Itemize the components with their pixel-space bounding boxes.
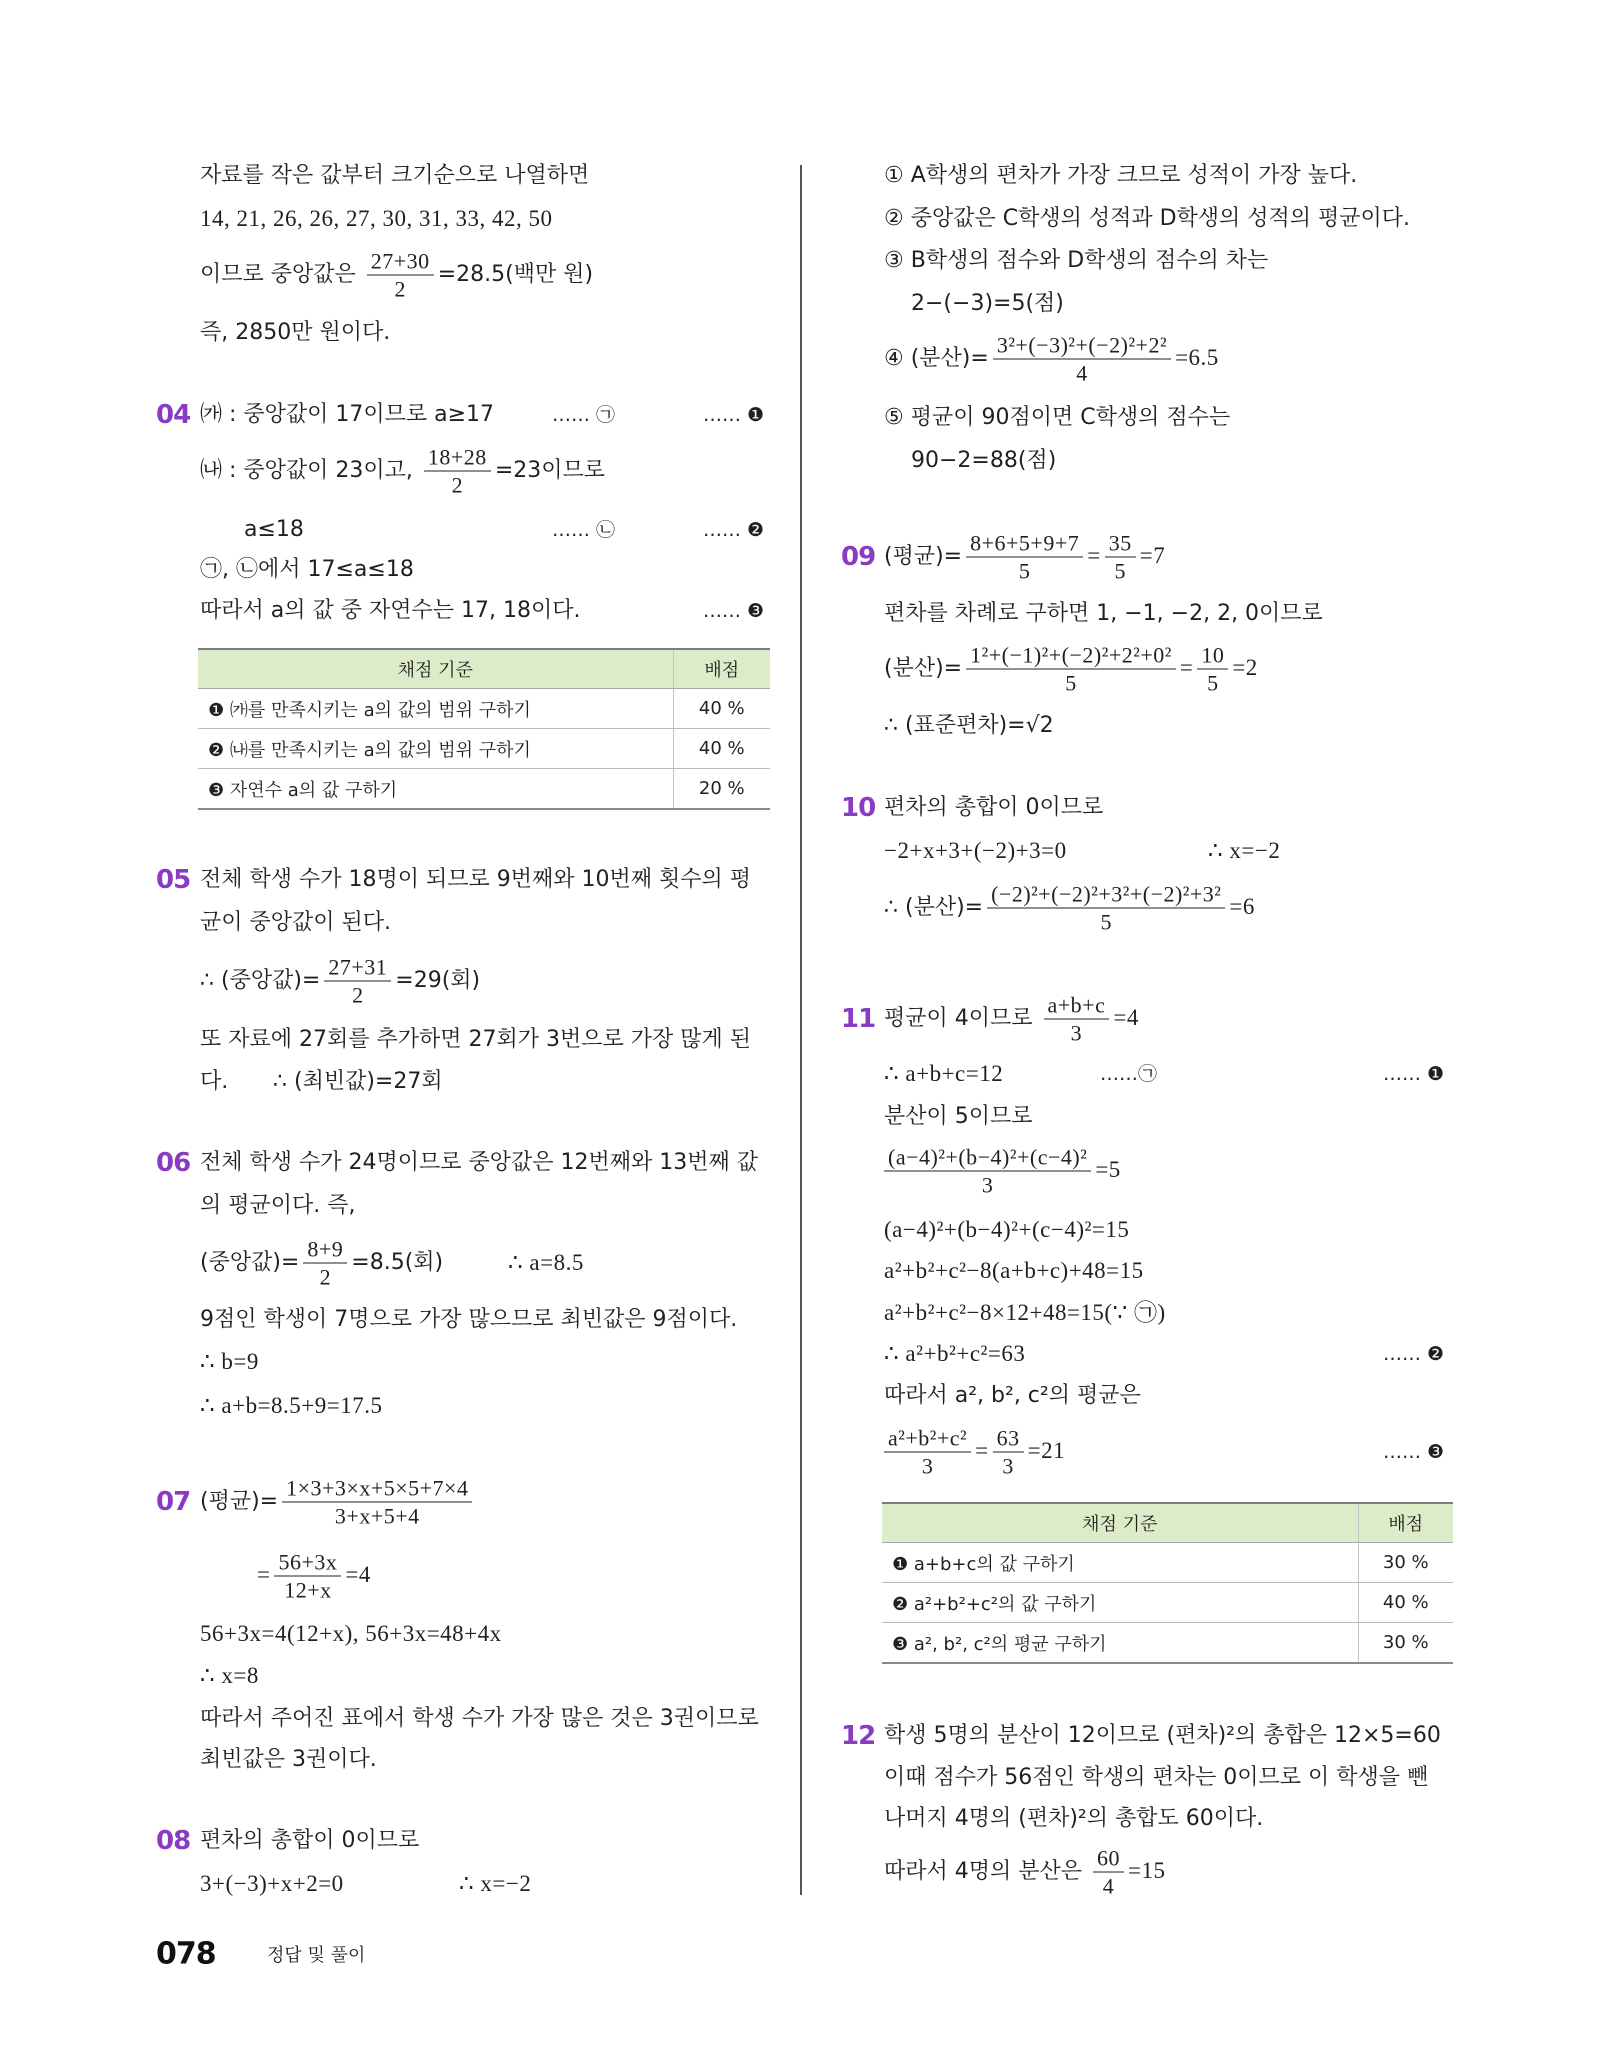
header-points: 배점 (1358, 1503, 1453, 1543)
fraction-denominator: 4 (1102, 1873, 1115, 1899)
fraction-denominator: 2 (394, 276, 406, 302)
fraction (993, 332, 1171, 387)
text-segment: =6.5 (1175, 345, 1219, 370)
s04-line-5: 따라서 a의 값 중 자연수는 17, 18이다. (200, 598, 581, 623)
text-segment: = (975, 1438, 989, 1463)
s03-line-1: 자료를 작은 값부터 크기순으로 나열하면 (200, 163, 590, 188)
text-segment: =4 (1113, 1005, 1139, 1030)
s05-line-4: 또 자료에 27회를 추가하면 27회가 3번으로 가장 많게 된 (200, 1027, 751, 1052)
reference-marker: …… ㉠ (552, 404, 616, 426)
s08-option-4 (884, 332, 1219, 387)
s10-line-2-conclusion: ∴ x=−2 (1208, 838, 1281, 863)
fraction-denominator: 3+x+5+4 (334, 1503, 420, 1529)
fraction (1044, 992, 1110, 1047)
table-header-row (882, 1503, 1453, 1543)
s12-line-1: 학생 5명의 분산이 12이므로 (편차)²의 총합은 12×5=60 (884, 1723, 1441, 1748)
fraction-numerator: 3²+(−3)²+(−2)²+2² (993, 332, 1171, 360)
s04-line-4: ㉠, ㉡에서 17≤a≤18 (200, 557, 414, 582)
text-segment: 평균이 4이므로 (884, 1006, 1040, 1031)
table-row (882, 1543, 1453, 1583)
fraction (424, 444, 491, 499)
s03-line-4: 즉, 2850만 원이다. (200, 320, 391, 345)
text-segment: ∴ (분산)= (884, 895, 984, 920)
fraction-denominator: 2 (352, 982, 364, 1008)
s07-line-4: ∴ x=8 (200, 1663, 259, 1688)
text-segment: 이므로 중앙값은 (200, 262, 363, 287)
points-cell: 40 % (673, 729, 770, 769)
fraction (303, 1236, 347, 1291)
fraction-denominator: 12+x (284, 1577, 332, 1603)
text-segment: =2 (1232, 655, 1258, 680)
fraction-denominator: 5 (1018, 558, 1031, 584)
s11-line-6: a²+b²+c²−8(a+b+c)+48=15 (884, 1258, 1144, 1283)
s04-line-3: a≤18 (244, 517, 304, 542)
fraction-denominator: 3 (1002, 1453, 1014, 1479)
criterion-cell: ❷ a²+b²+c²의 값 구하기 (882, 1583, 1358, 1623)
s11-line-1 (884, 992, 1139, 1047)
problem-number-07: 07 (156, 1487, 191, 1517)
s05-line-3 (200, 954, 480, 1009)
s11-line-2: ∴ a+b+c=12 (884, 1061, 1004, 1086)
s05-line-1: 전체 학생 수가 18명이 되므로 9번째와 10번째 횟수의 평 (200, 867, 751, 892)
problem-number-11: 11 (841, 1004, 876, 1034)
criterion-cell: ❷ ㈏를 만족시키는 a의 값의 범위 구하기 (198, 729, 673, 769)
table-row (198, 769, 770, 810)
points-cell: 30 % (1358, 1543, 1453, 1583)
s08-option-3-calc: 2−(−3)=5(점) (911, 291, 1064, 316)
fraction-numerator: 27+30 (367, 248, 434, 276)
problem-number-09: 09 (841, 542, 876, 572)
s09-line-2: 편차를 차례로 구하면 1, −1, −2, 2, 0이므로 (884, 601, 1323, 626)
s11-line-4 (884, 1144, 1121, 1199)
s10-line-3 (884, 881, 1255, 936)
text-segment: =7 (1139, 543, 1166, 568)
scoring-table-04 (198, 648, 770, 810)
s07-line-3: 56+3x=4(12+x), 56+3x=48+4x (200, 1621, 502, 1646)
text-segment: =28.5(백만 원) (437, 262, 594, 287)
step-marker: …… ❸ (1383, 1441, 1445, 1463)
header-points: 배점 (673, 649, 770, 689)
fraction-denominator: 5 (1207, 670, 1219, 696)
s06-line-3-conclusion: ∴ a=8.5 (508, 1250, 584, 1275)
s03-line-2: 14, 21, 26, 26, 27, 30, 31, 33, 42, 50 (200, 206, 553, 231)
s06-line-4: 9점인 학생이 7명으로 가장 많으므로 최빈값은 9점이다. (200, 1307, 738, 1332)
fraction-numerator: 1²+(−1)²+(−2)²+2²+0² (966, 642, 1176, 670)
text-segment: = (1087, 543, 1101, 568)
s03-line-3 (200, 248, 593, 303)
criterion-cell: ❸ a², b², c²의 평균 구하기 (882, 1623, 1358, 1664)
fraction-denominator: 3 (1070, 1020, 1083, 1046)
fraction-denominator: 2 (319, 1264, 332, 1290)
s06-line-5: ∴ b=9 (200, 1349, 259, 1374)
s11-line-10 (884, 1425, 1065, 1480)
text-segment: (분산)= (884, 656, 963, 681)
problem-number-12: 12 (841, 1721, 876, 1751)
s07-line-1 (200, 1475, 476, 1530)
section-title: 정답 및 풀이 (267, 1945, 366, 1966)
column-divider (800, 165, 802, 1895)
text-segment: =29(회) (395, 968, 481, 993)
step-marker: …… ❷ (1383, 1343, 1445, 1365)
s06-line-2: 의 평균이다. 즉, (200, 1193, 356, 1218)
fraction-numerator: 10 (1197, 642, 1228, 670)
fraction (966, 642, 1176, 697)
step-marker: …… ❸ (703, 600, 765, 622)
s08-line-1: 편차의 총합이 0이므로 (200, 1828, 420, 1853)
fraction (884, 1425, 971, 1480)
table-row (198, 729, 770, 769)
reference-marker: ……㉠ (1100, 1063, 1158, 1085)
fraction (1197, 642, 1228, 697)
s08-line-2-conclusion: ∴ x=−2 (459, 1871, 532, 1896)
s05-line-5: 다. (200, 1069, 229, 1094)
s04-line-1: ㈎ : 중앙값이 17이므로 a≥17 (200, 402, 495, 427)
fraction-numerator: 60 (1093, 1845, 1124, 1873)
s11-line-5: (a−4)²+(b−4)²+(c−4)²=15 (884, 1217, 1130, 1242)
s09-line-3 (884, 642, 1258, 697)
s12-line-4 (884, 1845, 1165, 1900)
text-segment: 따라서 4명의 분산은 (884, 1859, 1089, 1884)
s07-line-6: 최빈값은 3권이다. (200, 1747, 377, 1772)
fraction (884, 1144, 1091, 1199)
fraction (1105, 530, 1136, 585)
table-row (198, 689, 770, 729)
s06-line-1: 전체 학생 수가 24명이므로 중앙값은 12번째와 13번째 값 (200, 1150, 758, 1175)
fraction (274, 1549, 341, 1604)
s06-line-3 (200, 1236, 443, 1291)
s05-line-5-conclusion: ∴ (최빈값)=27회 (273, 1069, 443, 1094)
s07-line-2 (257, 1549, 371, 1604)
s09-line-4: ∴ (표준편차)=√2 (884, 713, 1054, 738)
s07-line-5: 따라서 주어진 표에서 학생 수가 가장 많은 것은 3권이므로 (200, 1706, 759, 1731)
fraction-numerator: 35 (1105, 530, 1136, 558)
fraction-numerator: 8+6+5+9+7 (966, 530, 1083, 558)
step-marker: …… ❶ (703, 404, 765, 426)
points-cell: 30 % (1358, 1623, 1453, 1664)
text-segment: =21 (1027, 1438, 1066, 1463)
text-segment: (평균)= (200, 1489, 279, 1514)
text-segment: ④ (분산)= (884, 346, 989, 371)
fraction-denominator: 4 (1076, 360, 1088, 386)
s08-option-2: ② 중앙값은 C학생의 성적과 D학생의 성적의 평균이다. (884, 206, 1411, 231)
s08-option-5: ⑤ 평균이 90점이면 C학생의 점수는 (884, 405, 1231, 430)
fraction-denominator: 3 (921, 1453, 934, 1479)
problem-number-05: 05 (156, 865, 191, 895)
s10-line-1: 편차의 총합이 0이므로 (884, 795, 1104, 820)
header-criteria: 채점 기준 (198, 649, 673, 689)
fraction (993, 1425, 1024, 1480)
s10-line-2: −2+x+3+(−2)+3=0 (884, 838, 1067, 863)
problem-number-10: 10 (841, 793, 876, 823)
fraction-denominator: 5 (1100, 909, 1112, 935)
s11-line-3: 분산이 5이므로 (884, 1104, 1033, 1129)
s04-line-2 (200, 444, 605, 499)
problem-number-04: 04 (156, 400, 191, 430)
s11-line-8: ∴ a²+b²+c²=63 (884, 1341, 1026, 1366)
text-segment: =5 (1095, 1157, 1121, 1182)
problem-number-06: 06 (156, 1148, 191, 1178)
text-segment: =4 (345, 1562, 371, 1587)
problem-number-08: 08 (156, 1826, 191, 1856)
s09-line-1 (884, 530, 1165, 585)
s08-option-5-calc: 90−2=88(점) (911, 448, 1057, 473)
s12-line-3: 나머지 4명의 (편차)²의 총합도 60이다. (884, 1806, 1264, 1831)
header-criteria: 채점 기준 (882, 1503, 1358, 1543)
text-segment: ㈏ : 중앙값이 23이고, (200, 458, 420, 483)
points-cell: 20 % (673, 769, 770, 810)
step-marker: …… ❶ (1383, 1063, 1445, 1085)
step-marker: …… ❷ (703, 519, 765, 541)
s08-option-1: ① A학생의 편차가 가장 크므로 성적이 가장 높다. (884, 163, 1358, 188)
table-header-row (198, 649, 770, 689)
fraction-numerator: 8+9 (303, 1236, 347, 1264)
fraction-numerator: (a−4)²+(b−4)²+(c−4)² (884, 1144, 1091, 1172)
fraction-numerator: 18+28 (424, 444, 491, 472)
text-segment: =23이므로 (494, 458, 605, 483)
text-segment: = (257, 1562, 271, 1587)
fraction-denominator: 5 (1065, 670, 1077, 696)
fraction-numerator: 27+31 (324, 954, 391, 982)
fraction (1093, 1845, 1124, 1900)
table-row (882, 1623, 1453, 1664)
criterion-cell: ❸ 자연수 a의 값 구하기 (198, 769, 673, 810)
fraction-numerator: 1×3+3×x+5×5+7×4 (282, 1475, 472, 1503)
criterion-cell: ❶ ㈎를 만족시키는 a의 값의 범위 구하기 (198, 689, 673, 729)
s08-line-2: 3+(−3)+x+2=0 (200, 1871, 344, 1896)
criterion-cell: ❶ a+b+c의 값 구하기 (882, 1543, 1358, 1583)
scoring-table-11 (882, 1502, 1453, 1664)
fraction (282, 1475, 472, 1530)
s06-line-6: ∴ a+b=8.5+9=17.5 (200, 1393, 383, 1418)
fraction-numerator: a+b+c (1044, 992, 1110, 1020)
table-row (882, 1583, 1453, 1623)
fraction-denominator: 3 (981, 1172, 994, 1198)
s11-line-9: 따라서 a², b², c²의 평균은 (884, 1383, 1141, 1408)
reference-marker: …… ㉡ (552, 519, 616, 541)
fraction (367, 248, 434, 303)
text-segment: =8.5(회) (351, 1250, 444, 1275)
points-cell: 40 % (1358, 1583, 1453, 1623)
page-number: 078 (156, 1936, 216, 1972)
text-segment: ∴ (중앙값)= (200, 968, 321, 993)
fraction-numerator: a²+b²+c² (884, 1425, 971, 1453)
fraction-numerator: 56+3x (274, 1549, 341, 1577)
text-segment: = (1179, 655, 1194, 680)
fraction (324, 954, 391, 1009)
s08-option-3: ③ B학생의 점수와 D학생의 점수의 차는 (884, 248, 1269, 273)
s11-line-7: a²+b²+c²−8×12+48=15(∵ ㉠) (884, 1300, 1166, 1325)
text-segment: =6 (1229, 894, 1255, 919)
fraction-denominator: 2 (451, 472, 464, 498)
fraction-numerator: (−2)²+(−2)²+3²+(−2)²+3² (987, 881, 1225, 909)
text-segment: (평균)= (884, 544, 963, 569)
text-segment: =15 (1128, 1858, 1166, 1883)
points-cell: 40 % (673, 689, 770, 729)
fraction-denominator: 5 (1114, 558, 1126, 584)
fraction-numerator: 63 (993, 1425, 1024, 1453)
s05-line-2: 균이 중앙값이 된다. (200, 910, 391, 935)
text-segment: (중앙값)= (200, 1250, 300, 1275)
fraction (987, 881, 1225, 936)
s12-line-2: 이때 점수가 56점인 학생의 편차는 0이므로 이 학생을 뺀 (884, 1765, 1429, 1790)
fraction (966, 530, 1083, 585)
